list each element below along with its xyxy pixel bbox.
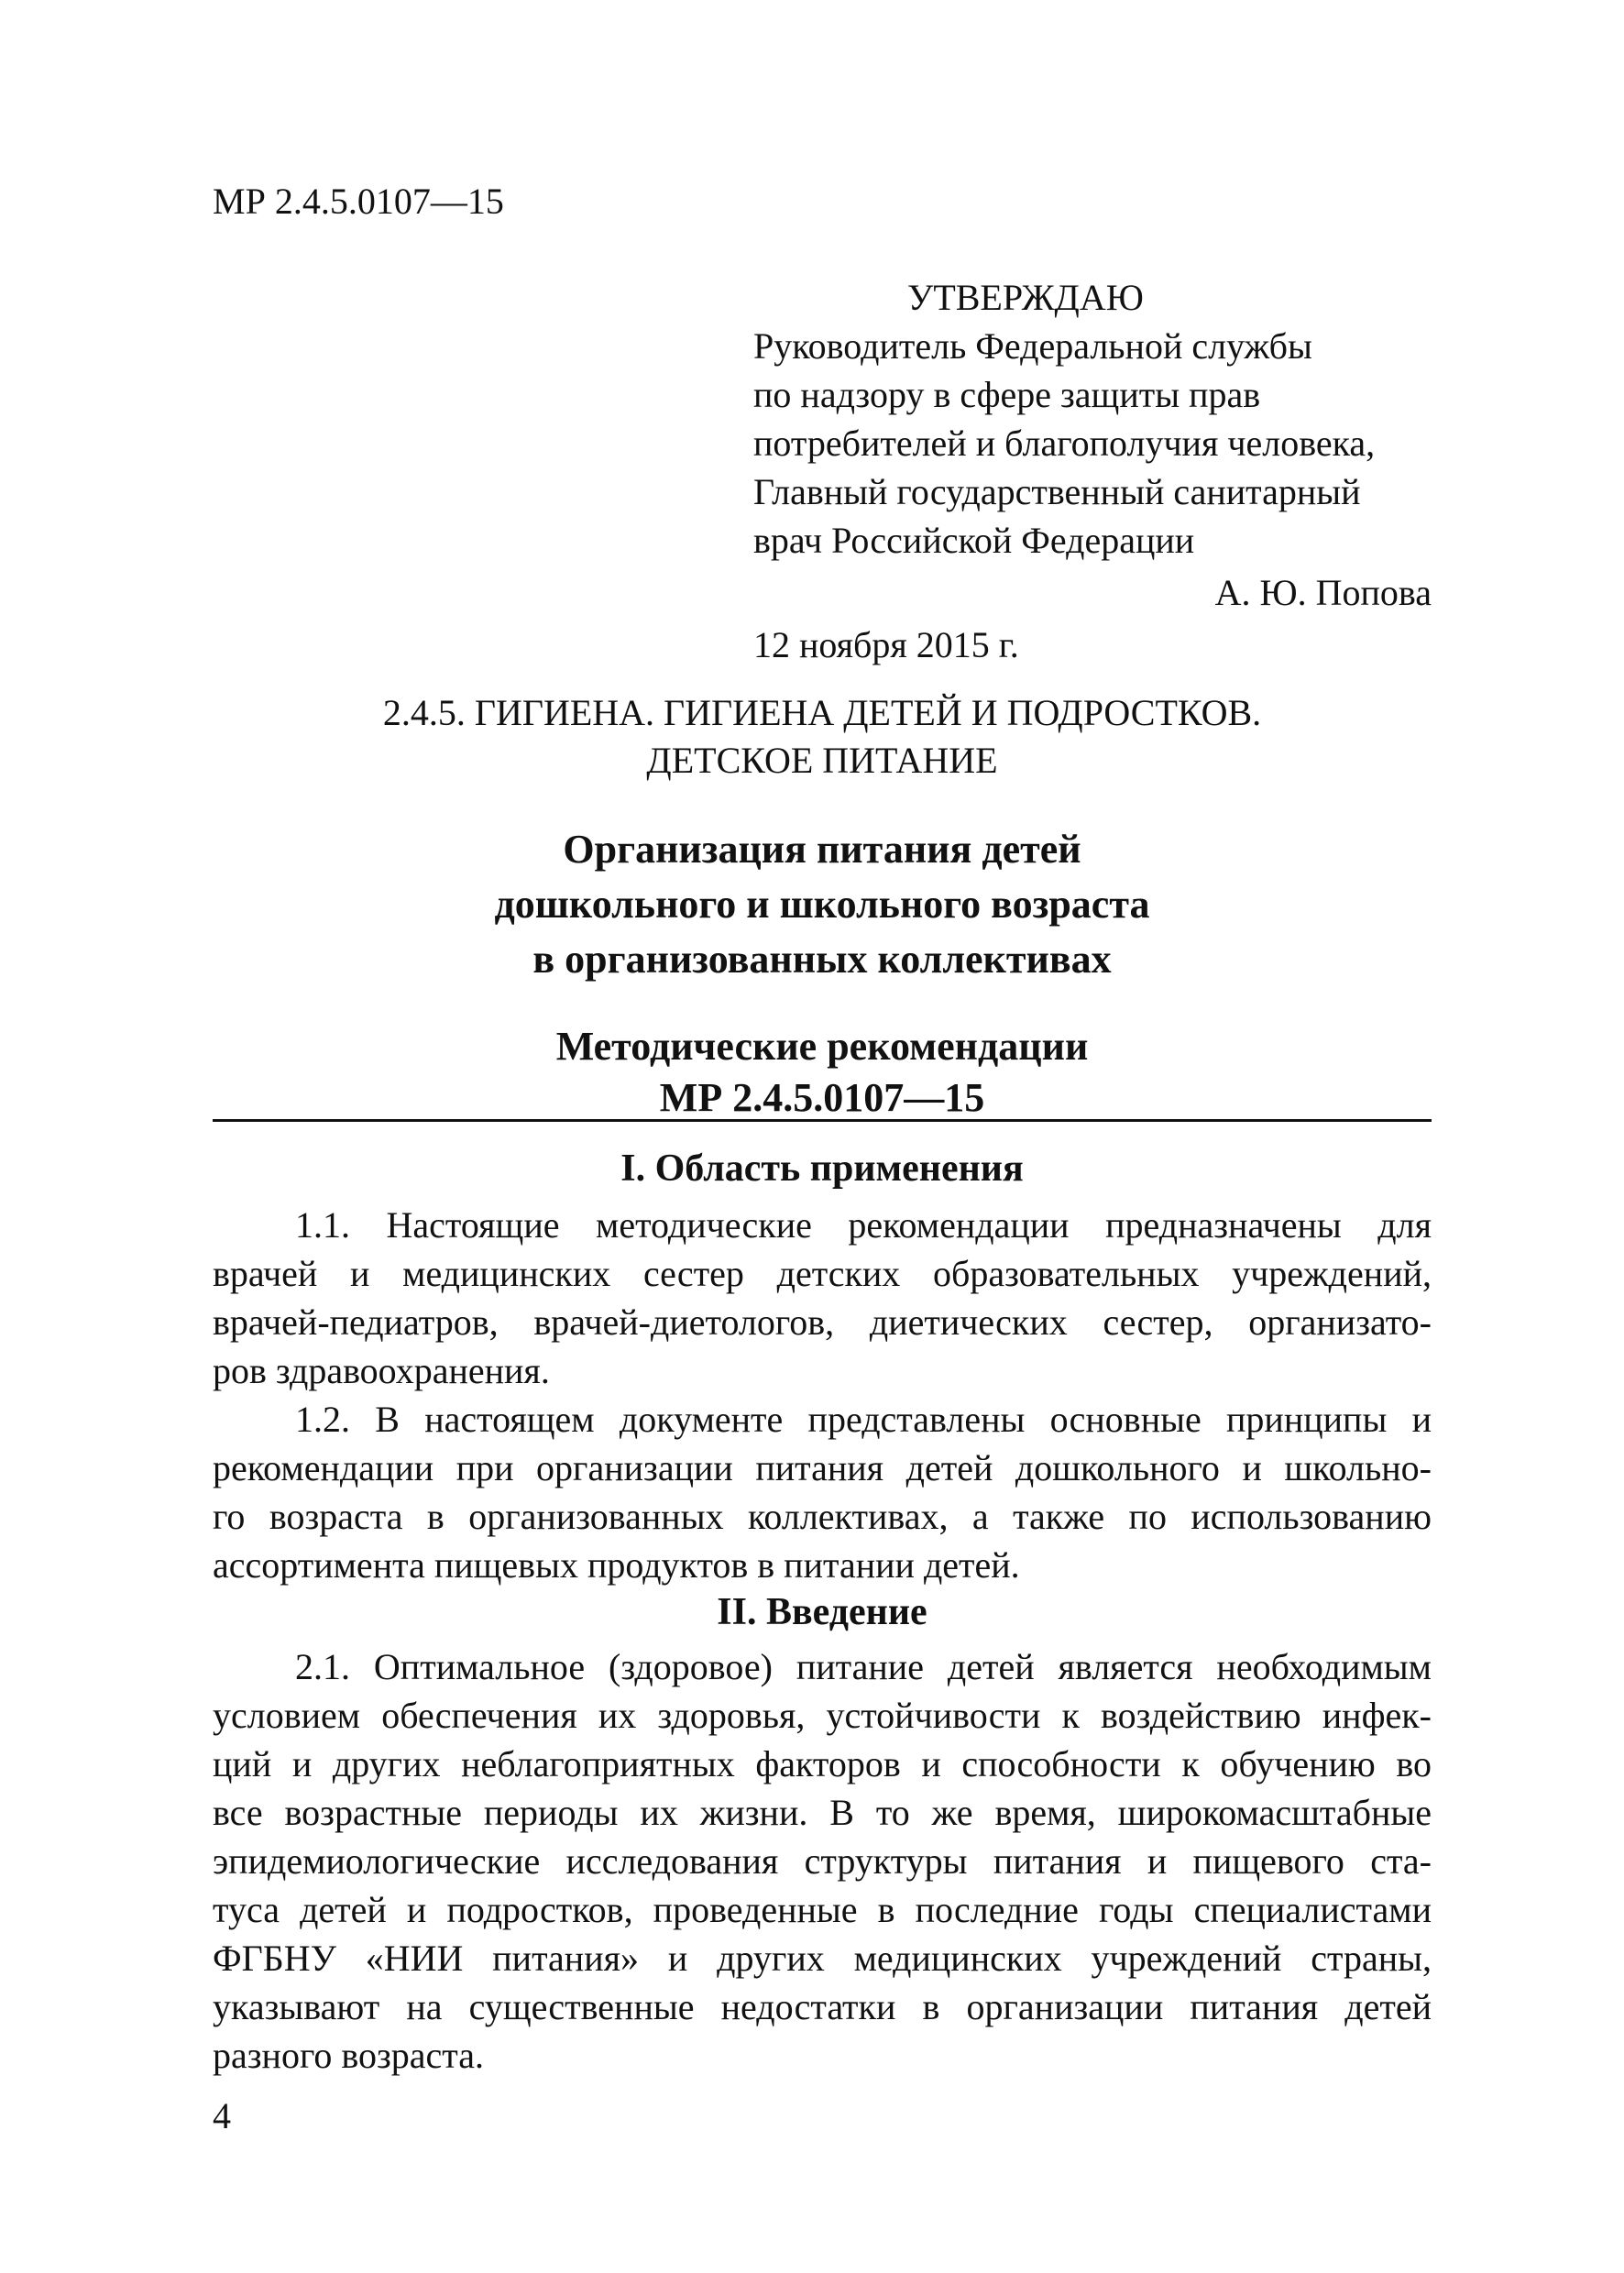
section-2-heading: II. Введение xyxy=(717,1591,927,1633)
section-1-heading: I. Область применения xyxy=(620,1147,1024,1190)
title-line: в организованных коллективах xyxy=(532,937,1112,982)
approval-line: потребителей и благополучия человека, xyxy=(753,423,1376,464)
paragraph-line: ассортимента пищевых продуктов в питании детей. xyxy=(213,1544,1020,1586)
paragraph-line: рекомендации при организации питания детей дошкольного и школьно- xyxy=(213,1447,1432,1488)
approval-line: по надзору в сфере защиты прав xyxy=(753,374,1261,415)
subtitle-line: МР 2.4.5.0107—15 xyxy=(659,1075,985,1120)
paragraph-line: го возраста в организованных коллективах, а также по использованию xyxy=(213,1496,1432,1537)
title-line: Организация питания детей xyxy=(563,827,1081,872)
paragraph-line: врачей-педиатров, врачей-диетологов, диетических сестер, организато- xyxy=(213,1301,1432,1343)
document-subtitle xyxy=(213,1021,1432,1124)
paragraph-line: разного возраста. xyxy=(213,2035,485,2076)
paragraph-line: туса детей и подростков, проведенные в последние годы специалистами xyxy=(213,1889,1432,1930)
approval-line: врач Российской Федерации xyxy=(753,520,1195,561)
approval-line: Главный государственный санитарный xyxy=(753,471,1361,512)
paragraph-line: ров здравоохранения. xyxy=(213,1350,550,1391)
category-line: ДЕТСКОЕ ПИТАНИЕ xyxy=(646,740,998,781)
paragraph-line: ций и других неблагоприятных факторов и способности к обучению во xyxy=(213,1743,1432,1784)
approval-date: 12 ноября 2015 г. xyxy=(753,624,1019,665)
paragraph-line: ФГБНУ «НИИ питания» и других медицинских учреждений страны, xyxy=(213,1938,1432,1979)
approval-line: Руководитель Федеральной службы xyxy=(753,325,1312,367)
approval-block xyxy=(753,273,1432,669)
approval-signer: А. Ю. Попова xyxy=(1214,572,1432,613)
document-title xyxy=(213,822,1432,987)
paragraph-line: врачей и медицинских сестер детских образовательных учреждений, xyxy=(213,1253,1432,1294)
paragraph-1-2 xyxy=(213,1395,1432,1589)
approve-word: УТВЕРЖДАЮ xyxy=(907,277,1144,318)
document-code: МР 2.4.5.0107—15 xyxy=(213,181,504,222)
paragraph-line: 1.1. Настоящие методические рекомендации предназначены для xyxy=(295,1204,1432,1246)
page-number: 4 xyxy=(213,2095,231,2136)
paragraph-1-1 xyxy=(213,1201,1432,1395)
horizontal-rule xyxy=(213,1119,1432,1122)
paragraph-2-1 xyxy=(213,1642,1432,2080)
paragraph-line: 2.1. Оптимальное (здоровое) питание детей является необходимым xyxy=(295,1646,1432,1687)
paragraph-line: 1.2. В настоящем документе представлены основные принципы и xyxy=(295,1399,1432,1440)
paragraph-line: указывают на существенные недостатки в организации питания детей xyxy=(213,1986,1432,2027)
paragraph-line: эпидемиологические исследования структуры питания и пищевого ста- xyxy=(213,1840,1432,1882)
category-line: 2.4.5. ГИГИЕНА. ГИГИЕНА ДЕТЕЙ И ПОДРОСТКОВ. xyxy=(382,692,1262,733)
subtitle-line: Методические рекомендации xyxy=(555,1024,1089,1069)
category-heading xyxy=(213,689,1432,785)
title-line: дошкольного и школьного возраста xyxy=(494,882,1150,927)
paragraph-line: условием обеспечения их здоровья, устойчивости к воздействию инфек- xyxy=(213,1695,1432,1736)
paragraph-line: все возрастные периоды их жизни. В то же время, широкомасштабные xyxy=(213,1792,1432,1833)
